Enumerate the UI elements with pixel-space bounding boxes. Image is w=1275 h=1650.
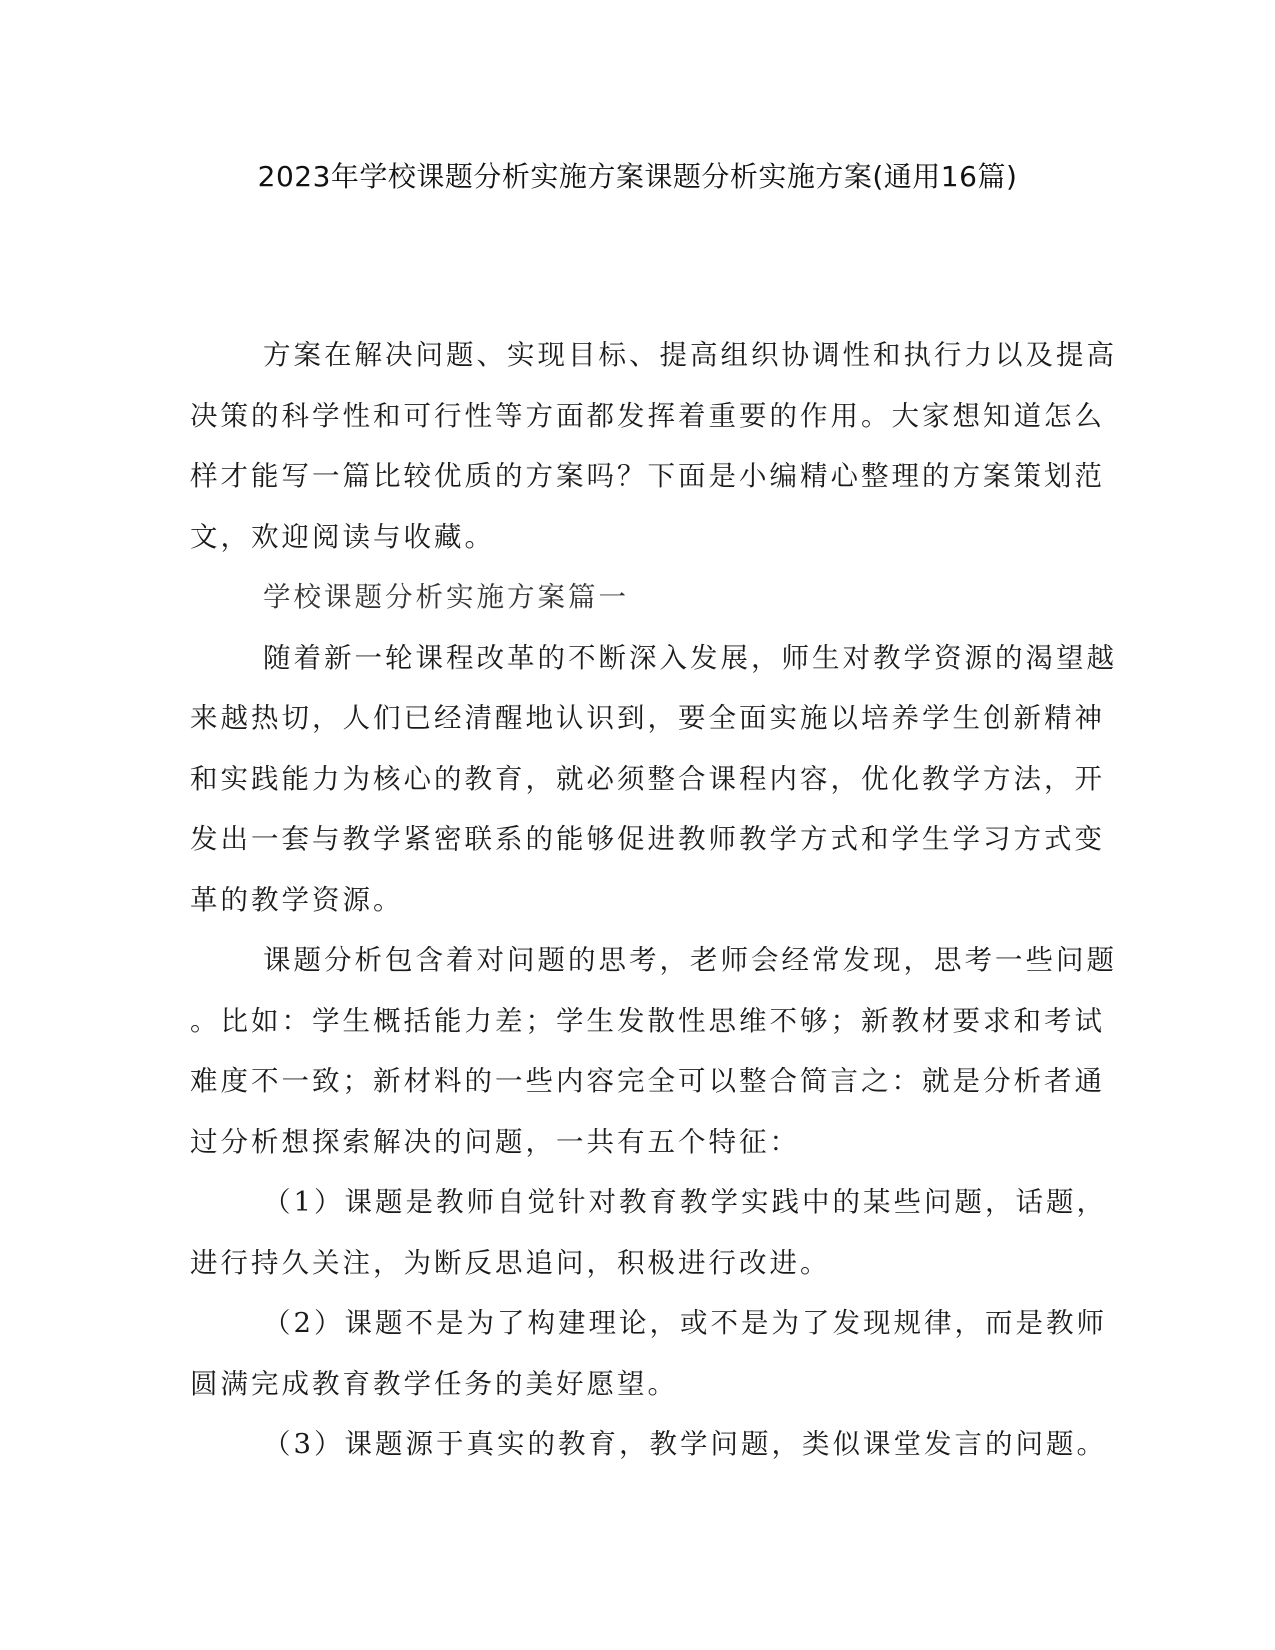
paragraph-line: 过分析想探索解决的问题，一共有五个特征： [190,1125,800,1158]
section-heading: 学校课题分析实施方案篇一 [263,581,629,613]
paragraph-line: 方案在解决问题、实现目标、提高组织协调性和执行力以及提高 [263,339,1117,371]
list-item-line: （3）课题源于真实的教育，教学问题，类似课堂发言的问题。 [263,1428,1107,1460]
document-title: 2023年学校课题分析实施方案课题分析实施方案(通用16篇) [257,160,1018,193]
paragraph-line: 随着新一轮课程改革的不断深入发展，师生对教学资源的渴望越 [263,641,1117,674]
list-item-line: 进行持久关注，为断反思追问，积极进行改进。 [190,1246,831,1279]
paragraph-line: 决策的科学性和可行性等方面都发挥着重要的作用。大家想知道怎么 [190,399,1105,432]
paragraph-line: 和实践能力为核心的教育，就必须整合课程内容，优化教学方法，开 [190,762,1105,795]
paragraph-line: 文，欢迎阅读与收藏。 [190,520,495,553]
document-body [190,325,1117,1475]
list-item-line: （2）课题不是为了构建理论，或不是为了发现规律，而是教师 [263,1307,1107,1339]
list-item-line: 圆满完成教育教学任务的美好愿望。 [190,1367,678,1400]
paragraph-line: 课题分析包含着对问题的思考，老师会经常发现，思考一些问题 [263,944,1117,976]
paragraph-line: 革的教学资源。 [190,883,404,916]
paragraph-line: 。比如：学生概括能力差；学生发散性思维不够；新教材要求和考试 [190,1004,1105,1037]
paragraph-line: 来越热切，人们已经清醒地认识到，要全面实施以培养学生创新精神 [190,702,1105,734]
paragraph-line: 难度不一致；新材料的一些内容完全可以整合简言之：就是分析者通 [190,1065,1105,1097]
paragraph-line: 发出一套与教学紧密联系的能够促进教师教学方式和学生学习方式变 [190,823,1105,855]
list-item-line: （1）课题是教师自觉针对教育教学实践中的某些问题，话题， [263,1186,1107,1218]
paragraph-line: 样才能写一篇比较优质的方案吗？下面是小编精心整理的方案策划范 [190,460,1105,492]
